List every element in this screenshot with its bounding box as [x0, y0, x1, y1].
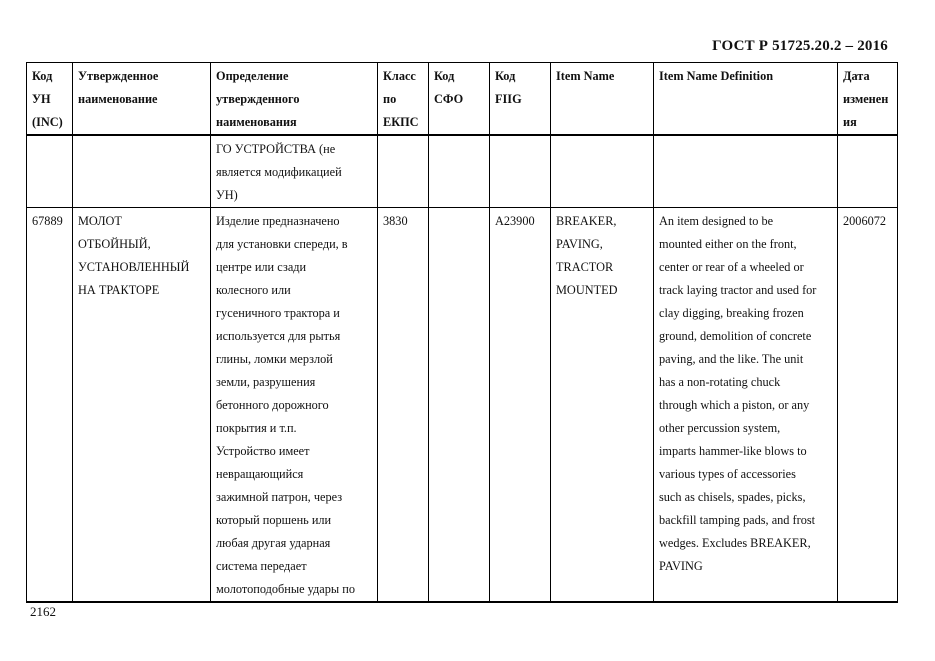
cell-text-line: imparts hammer-like blows to	[659, 444, 807, 458]
cell-text-line: ground, demolition of concrete	[659, 329, 812, 343]
cell-text-line: PAVING,	[556, 237, 603, 251]
table-row	[27, 135, 898, 208]
cell-text-line: земли, разрушения	[216, 375, 316, 389]
cell-text-line: Устройство имеет	[216, 444, 310, 458]
cell-inc	[27, 208, 73, 603]
cell-text-line: 2006072	[843, 214, 887, 228]
cell-text-line: PAVING	[659, 559, 703, 573]
cell-text-line: through which a piston, or any	[659, 398, 810, 412]
document-number: ГОСТ Р 51725.20.2 – 2016	[712, 38, 888, 54]
cell-text-line: колесного или	[216, 283, 291, 297]
cell-text-line: ЕКПС	[383, 115, 419, 129]
catalog-table	[26, 62, 898, 603]
header-date	[838, 63, 898, 136]
cell-text-line: наименование	[78, 92, 158, 106]
cell-definition-ru	[211, 208, 378, 603]
cell-text-line: Класс	[383, 69, 416, 83]
cell-text-line: СФО	[434, 92, 464, 106]
cell-text-line: clay digging, breaking frozen	[659, 306, 804, 320]
cell-text-line: wedges. Excludes BREAKER,	[659, 536, 811, 550]
cell-text-line: гусеничного трактора и	[216, 306, 340, 320]
cell-text-line: который поршень или	[216, 513, 332, 527]
cell-inc	[27, 135, 73, 208]
header-fiig	[490, 63, 551, 136]
cell-text-line: various types of accessories	[659, 467, 796, 481]
cell-text-line: изменен	[843, 92, 889, 106]
cell-text-line: глины, ломки мерзлой	[216, 352, 333, 366]
cell-text-line: Код	[495, 69, 516, 83]
cell-text-line: 3830	[383, 214, 408, 228]
cell-text-line: бетонного дорожного	[216, 398, 329, 412]
cell-class	[378, 208, 429, 603]
header-class	[378, 63, 429, 136]
cell-text-line: является модификацией	[216, 165, 342, 179]
page-number: 2162	[30, 604, 56, 619]
cell-text-line: ОТБОЙНЫЙ,	[78, 237, 151, 251]
header-definition	[211, 63, 378, 136]
cell-text-line: has a non-rotating chuck	[659, 375, 781, 389]
cell-text-line: center or rear of a wheeled or	[659, 260, 804, 274]
cell-text-line: A23900	[495, 214, 535, 228]
cell-text-line: система передает	[216, 559, 307, 573]
cell-text-line: BREAKER,	[556, 214, 617, 228]
cell-text-line: Item Name Definition	[659, 69, 774, 83]
cell-text-line: УСТАНОВЛЕННЫЙ	[78, 260, 190, 274]
cell-text-line: центре или сзади	[216, 260, 307, 274]
cell-text-line: other percussion system,	[659, 421, 781, 435]
cell-text-line: backfill tamping pads, and frost	[659, 513, 816, 527]
cell-date	[838, 208, 898, 603]
cell-text-line: УН)	[216, 188, 238, 202]
cell-text-line: Утвержденное	[78, 69, 159, 83]
cell-text-line: An item designed to be	[659, 214, 774, 228]
cell-text-line: наименования	[216, 115, 297, 129]
cell-text-line: невращающийся	[216, 467, 304, 481]
cell-definition-ru	[211, 135, 378, 208]
cell-item-definition	[654, 208, 838, 603]
cell-text-line: such as chisels, spades, picks,	[659, 490, 806, 504]
cell-text-line: молотоподобные удары по	[216, 582, 355, 596]
header-item-definition	[654, 63, 838, 136]
cell-text-line: FIIG	[495, 92, 522, 106]
cell-item-definition	[654, 135, 838, 208]
header-inc	[27, 63, 73, 136]
cell-text-line: TRACTOR	[556, 260, 614, 274]
table-header-row	[27, 63, 898, 136]
cell-approved-name	[73, 208, 211, 603]
cell-text-line: УН	[32, 92, 51, 106]
cell-text-line: Изделие предназначено	[216, 214, 340, 228]
cell-text-line: для установки спереди, в	[216, 237, 348, 251]
cell-sfo	[429, 208, 490, 603]
cell-text-line: ГО УСТРОЙСТВА (не	[216, 142, 336, 156]
cell-text-line: Определение	[216, 69, 289, 83]
cell-sfo	[429, 135, 490, 208]
cell-item-name	[551, 135, 654, 208]
cell-text-line: НА ТРАКТОРЕ	[78, 283, 160, 297]
cell-text-line: МОЛОТ	[78, 214, 122, 228]
cell-item-name	[551, 208, 654, 603]
cell-text-line: MOUNTED	[556, 283, 618, 297]
cell-text-line: Дата	[843, 69, 870, 83]
cell-fiig	[490, 208, 551, 603]
cell-text-line: используется для рытья	[216, 329, 341, 343]
cell-text-line: Item Name	[556, 69, 615, 83]
cell-text-line: 67889	[32, 214, 63, 228]
header-approved-name	[73, 63, 211, 136]
header-sfo	[429, 63, 490, 136]
cell-text-line: mounted either on the front,	[659, 237, 797, 251]
cell-text-line: любая другая ударная	[216, 536, 331, 550]
cell-fiig	[490, 135, 551, 208]
cell-text-line: ия	[843, 115, 857, 129]
cell-text-line: track laying tractor and used for	[659, 283, 817, 297]
cell-text-line: покрытия и т.п.	[216, 421, 297, 435]
cell-text-line: (INC)	[32, 115, 63, 129]
cell-date	[838, 135, 898, 208]
header-item-name	[551, 63, 654, 136]
cell-text-line: утвержденного	[216, 92, 300, 106]
cell-text-line: Код	[434, 69, 455, 83]
table-row	[27, 208, 898, 603]
cell-text-line: Код	[32, 69, 53, 83]
cell-text-line: зажимной патрон, через	[216, 490, 343, 504]
cell-text-line: по	[383, 92, 397, 106]
cell-text-line: paving, and the like. The unit	[659, 352, 804, 366]
cell-class	[378, 135, 429, 208]
cell-approved-name	[73, 135, 211, 208]
